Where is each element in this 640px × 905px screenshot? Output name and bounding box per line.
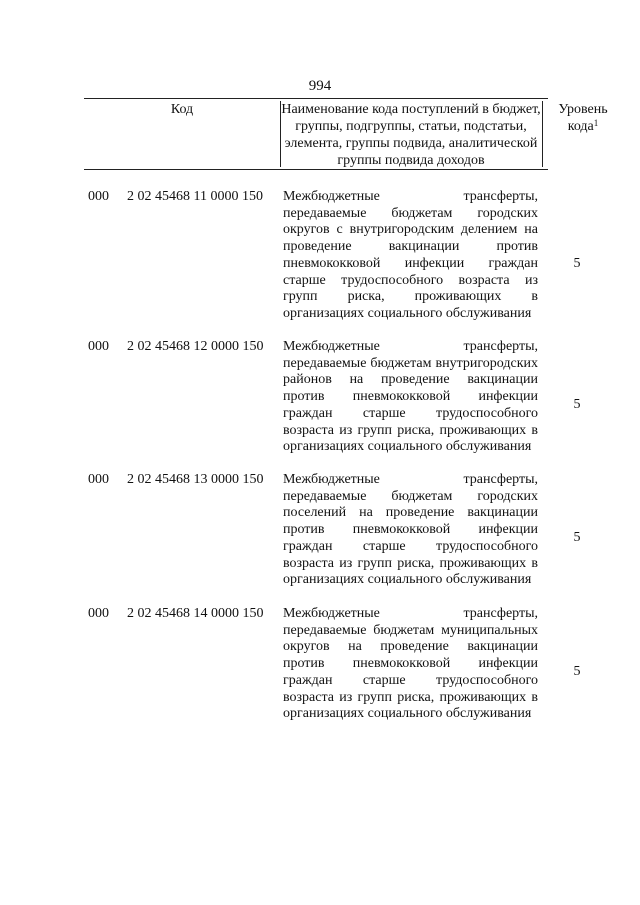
row-level: 5 [573,256,581,271]
row-prefix: 000 [88,189,109,204]
row-prefix: 000 [88,339,109,354]
row-level: 5 [573,664,581,679]
row-code: 2 02 45468 14 0000 150 [127,606,264,621]
row-code: 2 02 45468 12 0000 150 [127,339,264,354]
header-level-footnote: 1 [593,118,599,128]
row-code: 2 02 45468 11 0000 150 [127,189,263,204]
row-name: Межбюджетные трансферты, передаваемые бюджетам городских поселений на проведение вакцинации против пневмококковой инфекции граждан старше трудоспособного возраста из групп риска, проживающих в организациях социального обслуживания [283,472,538,588]
row-prefix: 000 [88,606,109,621]
row-level: 5 [573,530,581,545]
row-level: 5 [573,397,581,412]
row-prefix: 000 [88,472,109,487]
table-header [84,98,608,170]
row-name: Межбюджетные трансферты, передаваемые бюджетам муниципальных округов на проведение вакцинации против пневмококковой инфекции граждан старше трудоспособного возраста из групп риска, проживающих в организациях социального обслуживания [283,606,538,722]
row-code: 2 02 45468 13 0000 150 [127,472,264,487]
row-name: Межбюджетные трансферты, передаваемые бюджетам городских округов с внутригородским делением на проведение вакцинации против пневмококковой инфекции граждан старше трудоспособного возраста из групп риска, проживающих в организациях социального обслуживания [283,189,538,321]
header-level-label: Уровень кода [558,102,608,134]
header-code: Код [84,101,281,167]
header-name: Наименование кода поступлений в бюджет, группы, подгруппы, статьи, подстатьи, элемента, группы подвида, аналитической группы подвида доходов [280,101,543,167]
row-name: Межбюджетные трансферты, передаваемые бюджетам внутригородских районов на проведение вакцинации против пневмококковой инфекции граждан старше трудоспособного возраста из групп риска, проживающих в организациях социального обслуживания [283,339,538,455]
header-level [542,101,624,135]
page-number: 994 [308,78,332,94]
